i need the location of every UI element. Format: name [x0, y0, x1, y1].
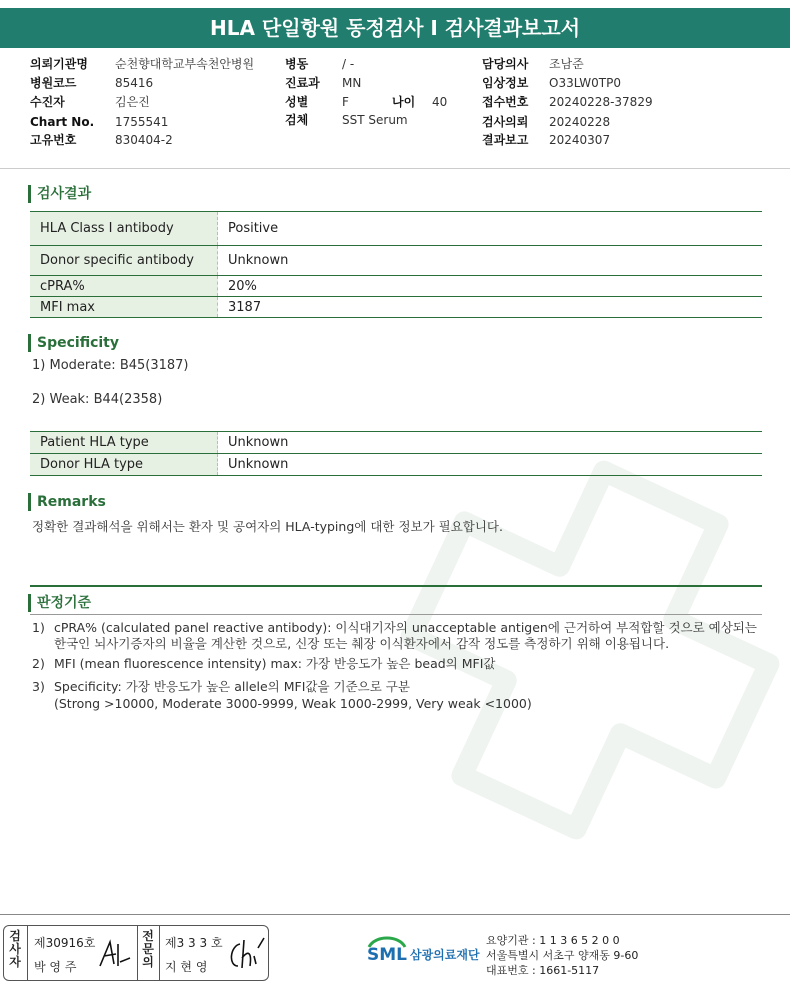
info-value: 1755541: [115, 115, 169, 129]
criteria-line: cPRA% (calculated panel reactive antibody): 이식대기자의 unacceptable antigen에 근거하여 부적합할 것으로 예상되는: [54, 620, 757, 635]
criteria-item: [32, 678, 772, 714]
info-department: [285, 74, 361, 93]
divider: [0, 168, 790, 169]
criteria-item: [32, 655, 772, 673]
approver-label: [140, 930, 156, 969]
info-label: 병원코드: [30, 76, 77, 90]
row-label: Donor HLA type: [30, 454, 218, 475]
report-title: HLA 단일항원 동정검사 I 검사결과보고서: [0, 8, 790, 48]
org-phone: 대표번호 : 1661-5117: [486, 964, 600, 977]
info-value: SST Serum: [342, 113, 408, 127]
info-label: 성별: [285, 95, 309, 109]
results-table: [30, 211, 762, 318]
org-code: 요양기관 : 1 1 3 6 5 2 0 0: [486, 934, 620, 947]
divider: [159, 926, 160, 980]
info-value: 20240228-37829: [549, 95, 653, 109]
info-value: 20240228: [549, 115, 611, 129]
criteria-num: 3): [32, 679, 45, 694]
inspector-signature-icon: [96, 936, 132, 972]
specificity-line: 2) Weak: B44(2358): [32, 392, 163, 407]
criteria-line: Specificity: 가장 반응도가 높은 allele의 MFI값을 기준으로 구분: [54, 679, 410, 694]
info-value: 85416: [115, 76, 154, 90]
info-age-label: 나이: [392, 95, 416, 109]
info-specimen: [285, 111, 408, 130]
info-doctor: [482, 55, 584, 74]
row-value: Positive: [228, 221, 279, 236]
info-value: MN: [342, 76, 362, 90]
divider: [27, 926, 28, 980]
info-value: 김은진: [115, 95, 150, 109]
table-row: [30, 432, 762, 454]
criteria-rule: [30, 614, 762, 615]
info-clinical: [482, 74, 621, 93]
remarks-text: 정확한 결과해석을 위해서는 환자 및 공여자의 HLA-typing에 대한 정보가 필요합니다.: [32, 519, 503, 534]
criteria-line: 한국인 뇌사기증자의 비율을 계산한 것으로, 신장 또는 췌장 이식환자에서 감작 정도를 측정하기 위해 이용됩니다.: [54, 636, 670, 651]
info-value: O33LW0TP0: [549, 76, 621, 90]
info-label: Chart No.: [30, 115, 95, 129]
org-info: [486, 933, 638, 978]
table-row: [30, 454, 762, 476]
approver-name: 지 현 영: [165, 960, 208, 974]
info-accession: [482, 93, 653, 112]
info-age-value: 40: [432, 95, 448, 109]
info-unique-no: [30, 131, 173, 150]
criteria-num: 1): [32, 620, 45, 635]
table-row: [30, 276, 762, 297]
specificity-line: 1) Moderate: B45(3187): [32, 358, 189, 373]
approver-number: 제3 3 3 호: [165, 936, 223, 950]
row-label: HLA Class I antibody: [30, 212, 218, 245]
inspector-name: 박 영 주: [34, 960, 77, 974]
divider: [137, 926, 138, 980]
row-label: Donor specific antibody: [30, 246, 218, 275]
results-title: 검사결과: [28, 185, 91, 203]
info-patient: [30, 93, 150, 112]
inspector-label: [7, 930, 23, 969]
info-label: 접수번호: [482, 95, 529, 109]
hla-type-table: [30, 431, 762, 476]
row-value: Unknown: [228, 253, 289, 268]
approver-label-text: 전문의: [142, 929, 154, 969]
info-request-date: [482, 113, 610, 132]
info-report-date: [482, 131, 610, 150]
org-address: 서울특별시 서초구 양재동 9-60: [486, 949, 639, 962]
row-value: Unknown: [228, 457, 289, 472]
inspector-label-text: 검사자: [9, 929, 21, 969]
info-label: 담당의사: [482, 57, 529, 71]
info-hospital: [30, 55, 254, 74]
info-label: 임상정보: [482, 76, 529, 90]
remarks-title: Remarks: [28, 493, 106, 511]
inspector-number: 제30916호: [34, 936, 96, 950]
sml-logo-text: SML: [367, 945, 407, 965]
table-row: [30, 297, 762, 318]
criteria-rule: [30, 585, 762, 587]
info-label: 의뢰기관명: [30, 57, 88, 71]
row-value: Unknown: [228, 435, 289, 450]
table-row: [30, 246, 762, 276]
info-label: 검체: [285, 113, 309, 127]
row-value: 3187: [228, 300, 262, 315]
info-value: F: [342, 95, 349, 109]
info-chart-no: [30, 113, 168, 132]
row-label: Patient HLA type: [30, 432, 218, 453]
signature-box: [3, 925, 269, 981]
info-sex: [285, 93, 447, 112]
info-value: / -: [342, 57, 355, 71]
approver-signature-icon: [226, 936, 266, 972]
info-value: 조남준: [549, 57, 584, 71]
info-label: 병동: [285, 57, 309, 71]
criteria-item: [32, 619, 772, 655]
info-label: 진료과: [285, 76, 320, 90]
criteria-title: 판정기준: [28, 594, 91, 612]
criteria-num: 2): [32, 656, 45, 671]
criteria-line: (Strong >10000, Moderate 3000-9999, Weak 1000-2999, Very weak <1000): [54, 696, 532, 711]
info-value: 20240307: [549, 133, 611, 147]
footer-rule: [0, 914, 790, 915]
row-label: cPRA%: [30, 276, 218, 296]
row-label: MFI max: [30, 297, 218, 317]
info-label: 수진자: [30, 95, 65, 109]
info-value: 순천향대학교부속천안병원: [115, 57, 255, 71]
org-name: 삼광의료재단: [410, 948, 480, 962]
info-label: 결과보고: [482, 133, 529, 147]
row-value: 20%: [228, 279, 257, 294]
info-hospital-code: [30, 74, 153, 93]
info-label: 검사의뢰: [482, 115, 529, 129]
specificity-title: Specificity: [28, 334, 119, 352]
criteria-line: MFI (mean fluorescence intensity) max: 가장 반응도가 높은 bead의 MFI값: [54, 656, 496, 671]
patient-info: [0, 55, 790, 155]
table-row: [30, 212, 762, 246]
info-ward: [285, 55, 354, 74]
info-label: 고유번호: [30, 133, 77, 147]
info-value: 830404-2: [115, 133, 173, 147]
